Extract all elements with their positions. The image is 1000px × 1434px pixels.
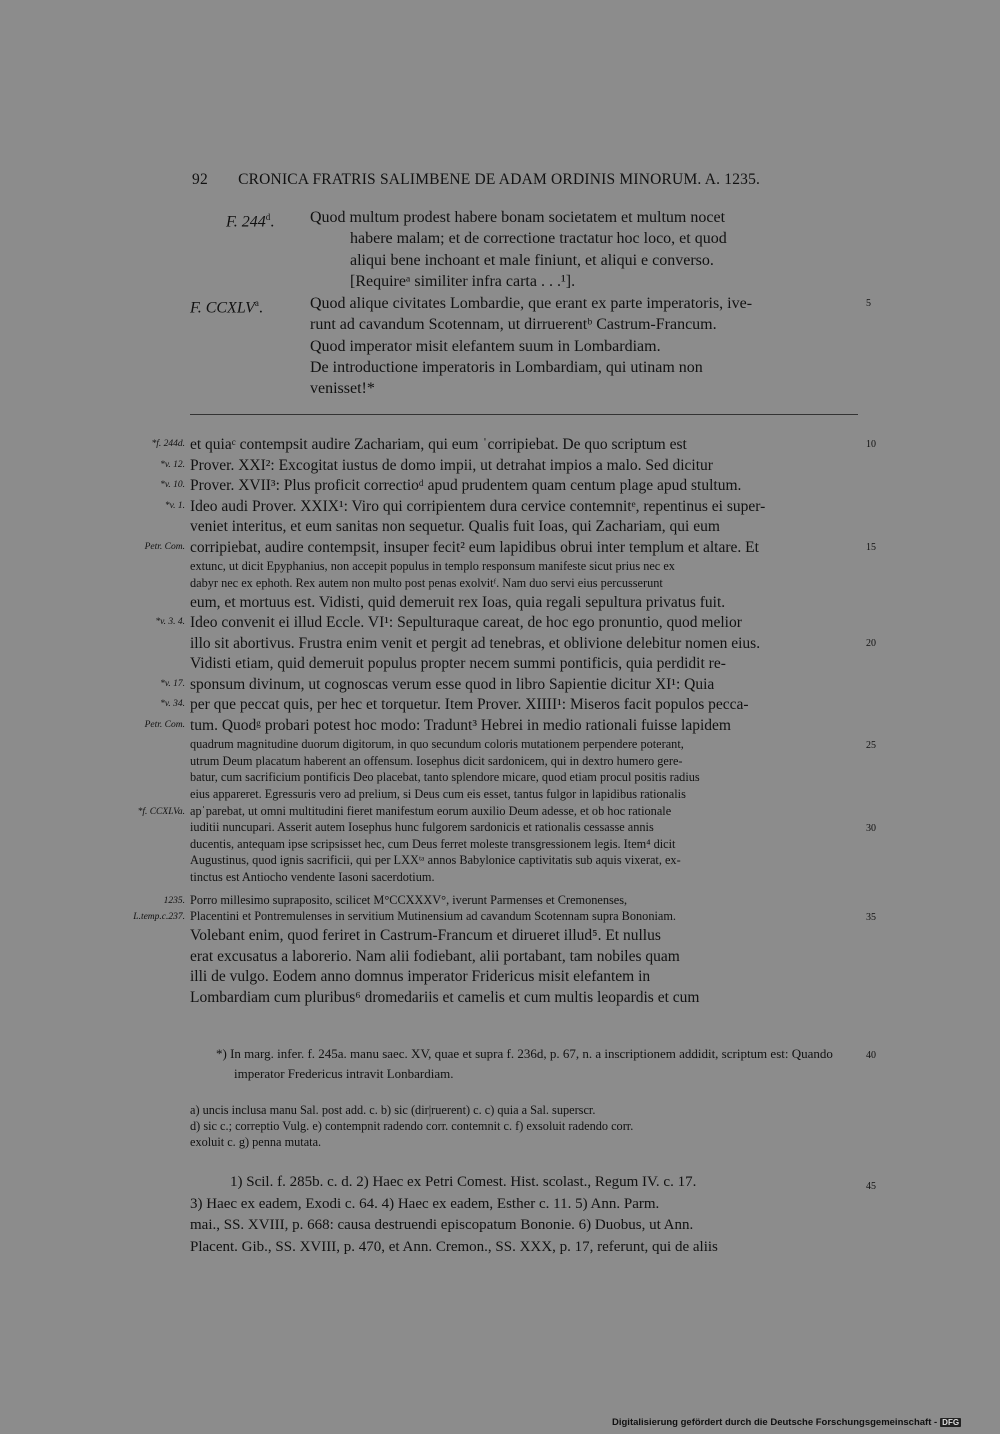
footer-text: Digitalisierung gefördert durch die Deutsche Forschungsgemeinschaft - (612, 1417, 938, 1428)
text-line: et quiaᶜ contempsit audire Zachariam, qui eum ˈcorripiebat. De quo scriptum est (190, 436, 687, 453)
text-line: eius appareret. Egressuris vero ad prelium, si Deus cum eis esset, tantus fulgor in lapidibus rationalis (190, 786, 686, 801)
text-line: Ideo convenit ei illud Eccle. VI¹: Sepulturaque careat, de hoc ego pronuntio, quod melior (190, 614, 742, 632)
toc-line: runt ad cavandum Scotennam, ut dirruerentᵇ Castrum-Francum. (310, 316, 717, 334)
chapter-contents (190, 207, 860, 401)
footnote-line: Placent. Gib., SS. XVIII, p. 470, et Ann. Cremon., SS. XXX, p. 17, referunt, qui de aliis (190, 1238, 718, 1255)
text-line: ducentis, antequam ipse scripsisset hec, cum Deus ferret moleste transgressionem legis. Item⁴ dicit (190, 836, 676, 851)
text-line: Prover. XXI²: Excogitat iustus de domo impii, ut detrahat impios a malo. Sed dicitur (190, 456, 713, 474)
text-line: Ideo audi Prover. XXIX¹: Viro qui corripientem dura cervice contemnitᵉ, repentinus ei super- (190, 497, 766, 515)
margin-note: Petr. Com. (144, 541, 185, 552)
text-line: sponsum divinum, ut cognoscas verum esse quod in libro Sapientie dicitur XI¹: Quia (190, 675, 715, 693)
separator-rule (190, 414, 858, 415)
star-note-text: *) In marg. infer. f. 245a. manu saec. XV, quae et supra f. 236d, p. 67, n. a inscriptionem addidit, scriptum est: Quando imperator Fredericus intravit Lonbardiam. (216, 1046, 833, 1081)
footnote-line: mai., SS. XVIII, p. 668: causa destruendi episcopatum Bononie. 6) Duobus, ut Ann. (190, 1217, 694, 1233)
text-line: Vidisti etiam, quid demeruit populus propter necem summi pontificis, quia perdidit re- (190, 655, 726, 673)
line-number: 30 (866, 823, 876, 835)
text-line: iuditii nuncupari. Asserit autem Iosephus hunc fulgorem sardonicis et rationalis cessasse annis (190, 820, 654, 835)
text-line: Placentini et Pontremulenses in servitium Mutinensium ad cavandum Scotennam supra Bononiam. (190, 909, 676, 924)
margin-note: Petr. Com. (144, 719, 185, 730)
running-title: CRONICA FRATRIS SALIMBENE DE ADAM ORDINIS MINORUM. A. 1235. (238, 171, 761, 188)
line-number: 10 (866, 439, 876, 450)
line-number: 5 (866, 298, 871, 309)
apparatus-line: exoluit c. g) penna mutata. (190, 1135, 322, 1149)
line-number: 35 (866, 912, 876, 924)
margin-note: *f. 244d. (151, 439, 185, 449)
line-number: 45 (866, 1181, 876, 1192)
margin-note: *v. 34. (160, 699, 185, 710)
line-number: 20 (866, 637, 876, 649)
toc-folio-ref: F. CCXLV$^a$. (190, 298, 263, 317)
line-number: 25 (866, 740, 876, 752)
margin-note: *v. 10. (160, 480, 185, 490)
toc-line: habere malam; et de correctione tractatur hoc loco, et quod (350, 230, 727, 248)
margin-note: *v. 1. (164, 500, 185, 511)
toc-text (310, 293, 860, 399)
apparatus-line: a) uncis inclusa manu Sal. post add. c. b) sic (dir|ruerent) c. c) quia a Sal. superscr. (190, 1103, 596, 1117)
toc-line: Quod alique civitates Lombardie, que erant ex parte imperatoris, ive- (310, 295, 753, 313)
text-line: tum. Quodᵍ probari potest hoc modo: Tradunt³ Hebrei in medio rationali fuisse lapidem (190, 716, 731, 734)
margin-note: 1235. (163, 895, 185, 906)
text-line: illo sit abortivus. Frustra enim venit et pergit ad tenebras, et oblivione delebitur nomen eius. (190, 634, 761, 652)
page-number: 92 (192, 171, 208, 188)
text-line: veniet interitus, et eum sanitas non sequetur. Qualis fuit Ioas, qui Zachariam, qui eum (190, 518, 720, 535)
text-line: Prover. XVII³: Plus proficit correctioᵈ apud prudentem quam centum plage apud stultum. (190, 477, 742, 494)
line-number: 40 (866, 1050, 876, 1061)
margin-note: *f. CCXLVa. (137, 806, 185, 817)
text-line: quadrum magnitudine duorum digitorum, in quo secundum coloris mutationem perpendere poterant, (190, 737, 684, 752)
text-line: per que peccat quis, per hec et torquetur. Item Prover. XIIII¹: Miseros facit populos pecca- (190, 696, 749, 714)
toc-line: venisset!* (310, 380, 375, 398)
toc-line: Quod multum prodest habere bonam societatem et multum nocet (310, 209, 726, 226)
text-line: apˈparebat, ut omni multitudini fieret manifestum eorum auxilio Deum adesse, et ob hoc rationale (190, 803, 672, 818)
toc-entry (190, 293, 860, 399)
text-line: corripiebat, audire contempsit, insuper fecit² eum lapidibus obrui inter templum et altare. Et (190, 538, 759, 556)
toc-line: aliqui bene inchoant et male finiunt, et aliqui e converso. (350, 251, 714, 269)
toc-line: De introductione imperatoris in Lombardiam, qui utinam non (310, 359, 703, 377)
margin-note: *v. 3. 4. (155, 617, 185, 628)
toc-entry (190, 207, 860, 292)
toc-text (310, 207, 860, 292)
star-note (190, 1044, 860, 1084)
text-line: Augustinus, quod ignis sacrificii, qui per LXXᵗᵃ annos Babylonice captivitatis sub aquis vixerat, ex- (190, 853, 681, 868)
toc-folio-ref: F. 244$^d$. (226, 212, 275, 231)
text-line: extunc, ut dicit Epyphanius, non accepit populus in templo responsum manifeste sicut prius nec ex (190, 559, 675, 573)
text-line: Lombardiam cum pluribus⁶ dromedariis et camelis et cum multis leopardis et cum (190, 988, 700, 1006)
critical-apparatus (190, 1102, 860, 1150)
text-line: illi de vulgo. Eodem anno domnus imperator Fridericus misit elefantem in (190, 968, 651, 986)
footnotes (190, 1172, 860, 1258)
margin-note: L.temp.c.237. (133, 912, 185, 923)
margin-note: *v. 12. (160, 459, 185, 470)
toc-line: Quod imperator misit elefantem suum in Lombardiam. (310, 337, 661, 355)
text-line: eum, et mortuus est. Vidisti, quid demeruit rex Ioas, quia regali sepultura privatus fuit. (190, 593, 726, 611)
apparatus-line: d) sic c.; correptio Vulg. e) contempnit radendo corr. contemnit c. f) exsoluit radendo corr. (190, 1119, 634, 1133)
margin-note: *v. 17. (160, 678, 185, 689)
text-line: batur, cum sacrificium pontificis Deo placebat, tanto splendore micare, quod etiam procul positis radius (190, 770, 700, 785)
text-line: dabyr nec ex ephoth. Rex autem non multo post penas exolvitᶠ. Nam duo servi eius percusserunt (190, 575, 663, 590)
text-line: tinctus est Antiocho vendente Iasoni sacerdotium. (190, 869, 435, 884)
text-line: utrum Deum placatum haberent an offensum. Iosephus dicit sardonicem, qui in dextro humero gere- (190, 753, 683, 768)
line-number: 15 (866, 541, 876, 553)
footnote-line: 3) Haec ex eadem, Exodi c. 64. 4) Haec ex eadem, Esther c. 11. 5) Ann. Parm. (190, 1195, 660, 1212)
footer-credit (612, 1417, 961, 1428)
dfg-logo: DFG (942, 1417, 960, 1427)
text-line: Porro millesimo supraposito, scilicet M°CCXXXV°, iverunt Parmenses et Cremonenses, (190, 892, 628, 907)
text-line: erat excusatus a laborerio. Nam alii fodiebant, alii portabant, tam nobiles quam (190, 947, 680, 965)
toc-line: [Requireᵃ similiter infra carta . . .¹]. (350, 272, 576, 290)
text-line: Volebant enim, quod feriret in Castrum-Francum et dirueret illud⁵. Et nullus (190, 927, 661, 945)
footnote-line: 1) Scil. f. 285b. c. d. 2) Haec ex Petri Comest. Hist. scolast., Regum IV. c. 17. (230, 1174, 697, 1190)
running-header (192, 171, 812, 189)
